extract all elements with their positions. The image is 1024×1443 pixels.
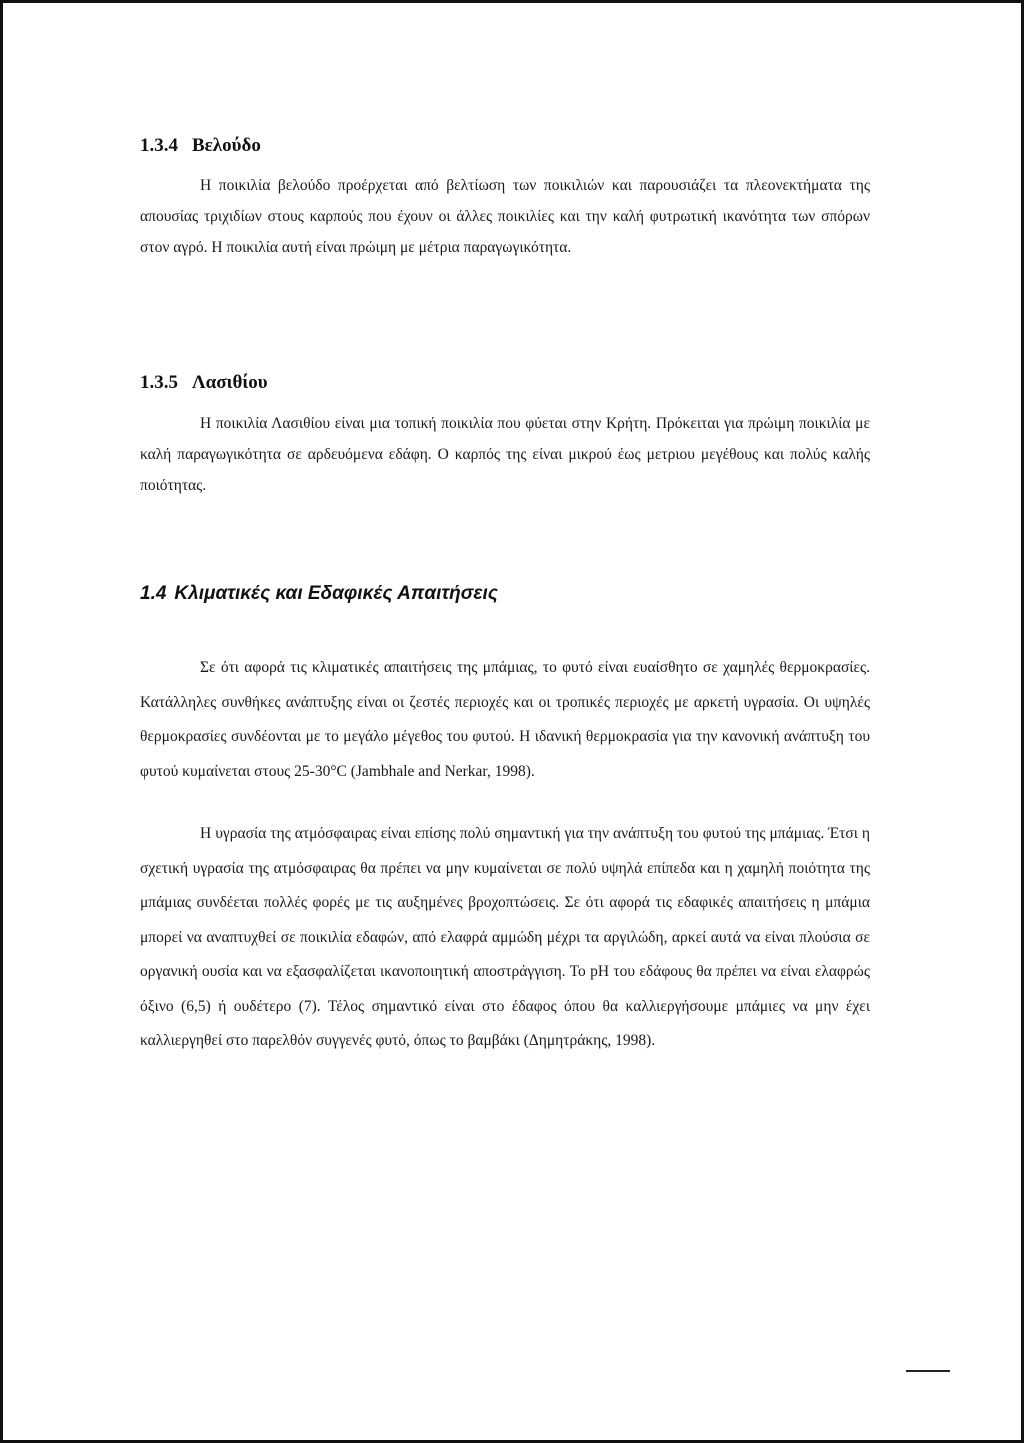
- section-heading: [140, 372, 870, 394]
- section-paragraph: Η ποικιλία Λασιθίου είναι μια τοπική ποικιλία που φύεται στην Κρήτη. Πρόκειται για πρώιμη ποικιλία με καλή παραγωγικότητα σε αρδευόμενα εδάφη. Ο καρπός της είναι μικρού έως μετριου μεγέθους και πολύς καλής ποιότητας.: [140, 415, 870, 494]
- section-number: 1.3.5: [140, 372, 178, 393]
- section-number: 1.3.4: [140, 135, 178, 156]
- section-lasithiou: [140, 372, 870, 501]
- section-heading: [140, 583, 870, 605]
- section-title: Κλιματικές και Εδαφικές Απαιτήσεις: [174, 583, 498, 604]
- section-paragraph: Η ποικιλία βελούδο προέρχεται από βελτίωση των ποικιλιών και παρουσιάζει τα πλεονεκτήματα της απουσίας τριχιδίων στους καρπούς που έχουν οι άλλες ποικιλίες και την καλή φυτρωτική ικανότητα των σπόρων στον αγρό. Η ποικιλία αυτή είναι πρώιμη με μέτρια παραγωγικότητα.: [140, 177, 870, 256]
- section-veloudo: [140, 135, 870, 263]
- section-title: Βελούδο: [192, 135, 261, 156]
- footer-rule: [906, 1370, 950, 1372]
- section-paragraph: Σε ότι αφορά τις κλιματικές απαιτήσεις της μπάμιας, το φυτό είναι ευαίσθητο σε χαμηλές θερμοκρασίες. Κατάλληλες συνθήκες ανάπτυξης είναι οι ζεστές περιοχές και οι τροπικές περιοχές με αρκετή υγρασία. Οι υψηλές θερμοκρασίες συνδέονται με το μεγάλο μέγεθος του φυτού. Η ιδανική θερμοκρασία για την κανονική ανάπτυξη του φυτού κυμαίνεται στους 25-30°C (Jambhale and Nerkar, 1998).: [140, 659, 870, 780]
- section-heading: [140, 135, 870, 157]
- section-climatic-soil-requirements: [140, 583, 870, 1059]
- section-number: 1.4: [140, 583, 167, 604]
- section-title: Λασιθίου: [192, 372, 268, 393]
- section-paragraph: Η υγρασία της ατμόσφαιρας είναι επίσης πολύ σημαντική για την ανάπτυξη του φυτού της μπάμιας. Έτσι η σχετική υγρασία της ατμόσφαιρας θα πρέπει να μην κυμαίνεται σε πολύ υψηλά επίπεδα και η χαμηλή ποιότητα της μπάμιας συνδέεται πολλές φορές με τις αυξημένες βροχοπτώσεις. Σε ότι αφορά τις εδαφικές απαιτήσεις η μπάμια μπορεί να αναπτυχθεί σε ποικιλία εδαφών, από ελαφρά αμμώδη μέχρι τα αργιλώδη, αρκεί αυτά να είναι πλούσια σε οργανική ουσία και να εξασφαλίζεται ικανοποιητική αποστράγγιση. Το pH του εδάφους θα πρέπει να είναι ελαφρώς όξινο (6,5) ή ουδέτερο (7). Τέλος σημαντικό είναι στο έδαφος όπου θα καλλιεργήσουμε μπάμιες να μην έχει καλλιεργηθεί στο παρελθόν συγγενές φυτό, όπως το βαμβάκι (Δημητράκης, 1998).: [140, 825, 870, 1049]
